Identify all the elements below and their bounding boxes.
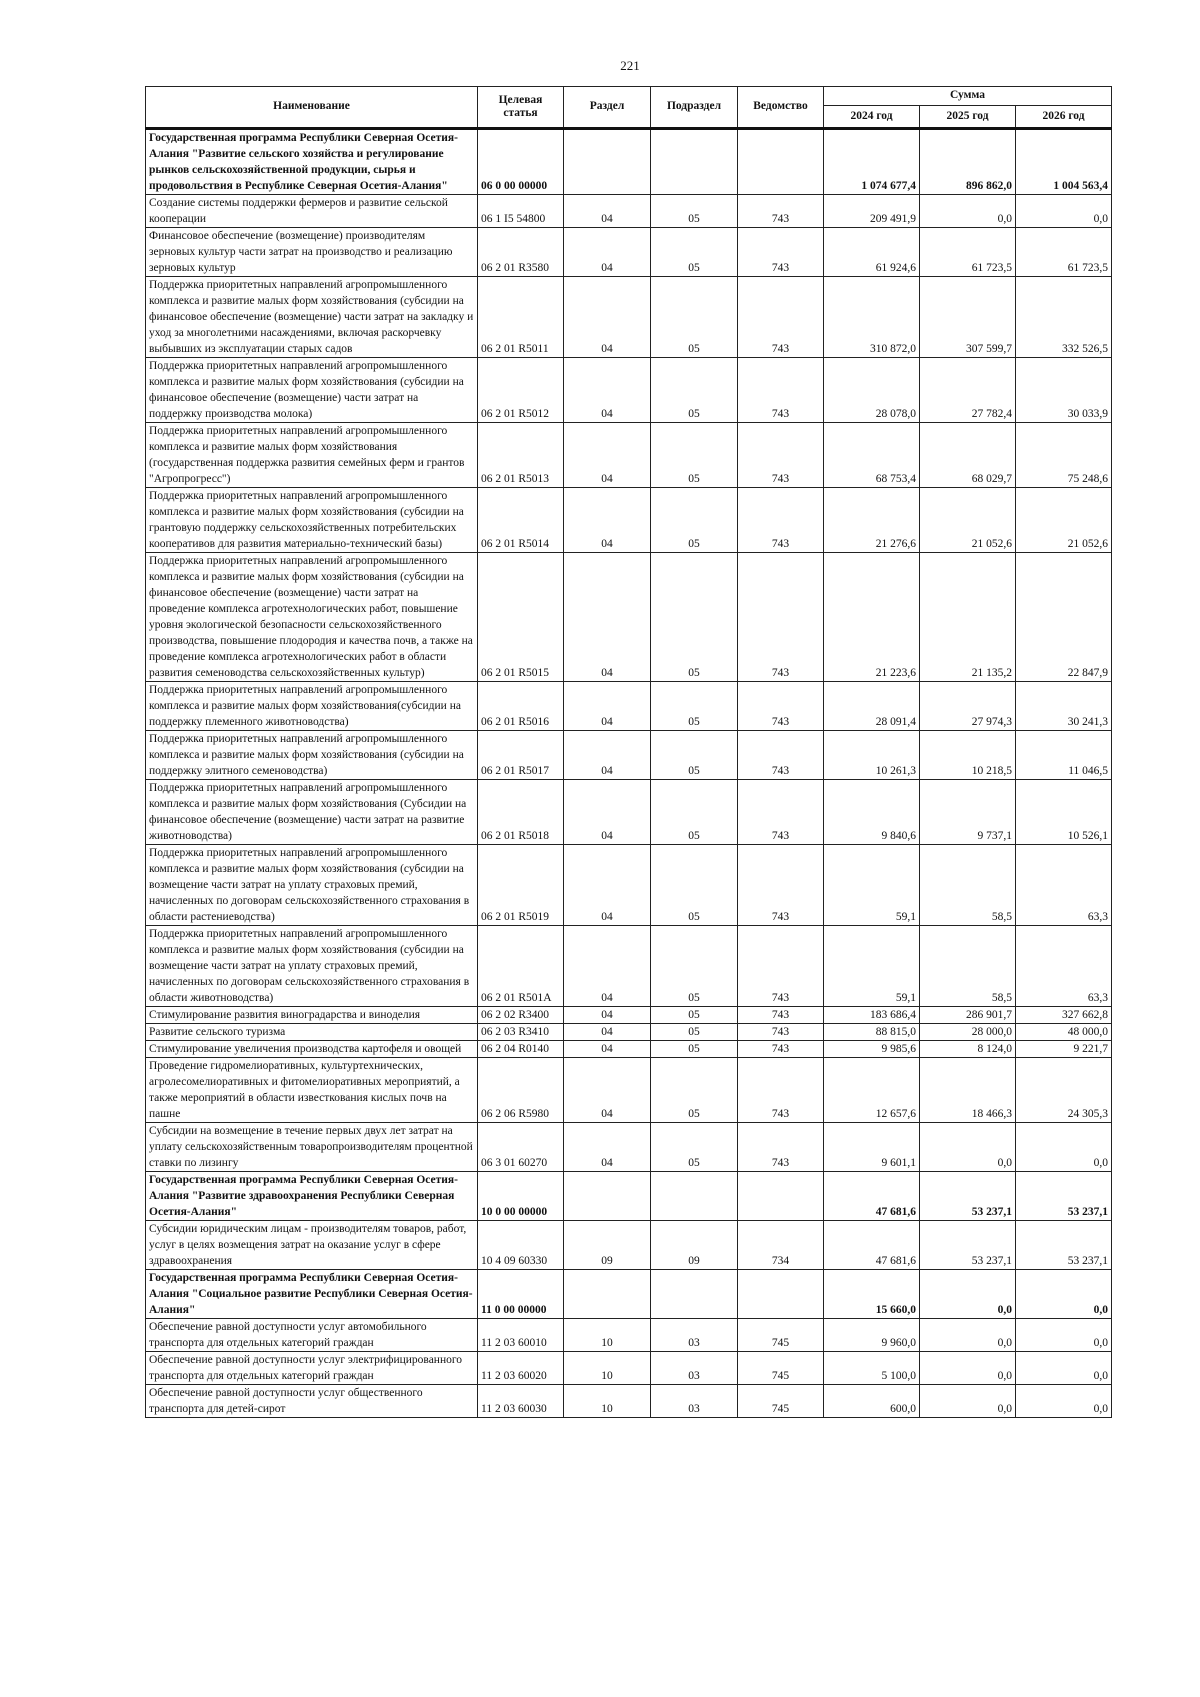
row-name: Поддержка приоритетных направлений агропромышленного комплекса и развитие малых форм хозяйствования (государственная поддержка развития семейных ферм и грантов "Агропрогресс") [146, 423, 478, 488]
row-target-article: 06 2 01 R5014 [478, 488, 564, 553]
row-sum-2026: 9 221,7 [1016, 1041, 1112, 1058]
row-sum-2025: 0,0 [920, 1385, 1016, 1418]
row-subsection: 05 [651, 228, 738, 277]
table-row [146, 195, 1112, 228]
row-subsection: 05 [651, 1007, 738, 1024]
row-subsection: 05 [651, 488, 738, 553]
row-sum-2024: 10 261,3 [824, 731, 920, 780]
table-row [146, 423, 1112, 488]
table-row [146, 1270, 1112, 1319]
row-sum-2024: 9 601,1 [824, 1123, 920, 1172]
row-subsection: 05 [651, 1058, 738, 1123]
row-department: 743 [738, 1024, 824, 1041]
row-name: Проведение гидромелиоративных, культуртехнических, агролесомелиоративных и фитомелиоративных мероприятий, а также мероприятий в области известкования кислых почв на пашне [146, 1058, 478, 1123]
row-target-article: 11 2 03 60020 [478, 1352, 564, 1385]
row-subsection: 05 [651, 731, 738, 780]
row-name: Поддержка приоритетных направлений агропромышленного комплекса и развитие малых форм хозяйствования (субсидии на возмещение части затрат на уплату страховых премий, начисленных по договорам сельскохозяйственного страхования в области животноводства) [146, 926, 478, 1007]
row-sum-2024: 21 223,6 [824, 553, 920, 682]
row-target-article: 11 2 03 60010 [478, 1319, 564, 1352]
header-target-article: Целевая статья [478, 87, 564, 129]
table-row [146, 277, 1112, 358]
row-sum-2025: 896 862,0 [920, 129, 1016, 195]
row-sum-2024: 47 681,6 [824, 1221, 920, 1270]
row-sum-2025: 53 237,1 [920, 1172, 1016, 1221]
row-name: Обеспечение равной доступности услуг электрифицированного транспорта для отдельных категорий граждан [146, 1352, 478, 1385]
row-sum-2026: 0,0 [1016, 1123, 1112, 1172]
row-sum-2026: 53 237,1 [1016, 1172, 1112, 1221]
row-department: 745 [738, 1319, 824, 1352]
row-department: 734 [738, 1221, 824, 1270]
row-sum-2024: 21 276,6 [824, 488, 920, 553]
header-subsection: Подраздел [651, 87, 738, 129]
table-row [146, 926, 1112, 1007]
row-target-article: 06 2 02 R3400 [478, 1007, 564, 1024]
table-row [146, 1352, 1112, 1385]
row-name: Обеспечение равной доступности услуг автомобильного транспорта для отдельных категорий граждан [146, 1319, 478, 1352]
row-department [738, 1172, 824, 1221]
row-sum-2025: 0,0 [920, 1352, 1016, 1385]
row-sum-2025: 21 052,6 [920, 488, 1016, 553]
row-name: Развитие сельского туризма [146, 1024, 478, 1041]
row-department [738, 1270, 824, 1319]
row-section: 04 [564, 845, 651, 926]
row-department [738, 129, 824, 195]
header-section: Раздел [564, 87, 651, 129]
row-sum-2025: 58,5 [920, 845, 1016, 926]
row-sum-2026: 332 526,5 [1016, 277, 1112, 358]
row-sum-2025: 9 737,1 [920, 780, 1016, 845]
row-sum-2025: 10 218,5 [920, 731, 1016, 780]
row-sum-2025: 27 974,3 [920, 682, 1016, 731]
row-sum-2026: 10 526,1 [1016, 780, 1112, 845]
row-target-article: 06 2 01 R5019 [478, 845, 564, 926]
row-sum-2025: 21 135,2 [920, 553, 1016, 682]
table-row [146, 780, 1112, 845]
page-number: 221 [620, 58, 640, 73]
row-department: 743 [738, 1041, 824, 1058]
row-sum-2026: 22 847,9 [1016, 553, 1112, 682]
table-row [146, 488, 1112, 553]
row-subsection: 03 [651, 1385, 738, 1418]
row-sum-2024: 47 681,6 [824, 1172, 920, 1221]
row-name: Государственная программа Республики Северная Осетия-Алания "Развитие здравоохранения Республики Северная Осетия-Алания" [146, 1172, 478, 1221]
row-sum-2025: 27 782,4 [920, 358, 1016, 423]
row-section [564, 129, 651, 195]
row-sum-2024: 68 753,4 [824, 423, 920, 488]
row-target-article: 06 2 03 R3410 [478, 1024, 564, 1041]
row-department: 743 [738, 195, 824, 228]
row-subsection [651, 1270, 738, 1319]
row-sum-2024: 5 100,0 [824, 1352, 920, 1385]
row-subsection: 05 [651, 682, 738, 731]
row-target-article: 11 2 03 60030 [478, 1385, 564, 1418]
row-section: 04 [564, 488, 651, 553]
table-row [146, 553, 1112, 682]
row-sum-2026: 63,3 [1016, 926, 1112, 1007]
row-subsection: 09 [651, 1221, 738, 1270]
table-row [146, 1123, 1112, 1172]
row-sum-2024: 28 091,4 [824, 682, 920, 731]
row-section: 04 [564, 1058, 651, 1123]
row-name: Государственная программа Республики Северная Осетия-Алания "Социальное развитие Республики Северная Осетия-Алания" [146, 1270, 478, 1319]
row-department: 743 [738, 845, 824, 926]
row-sum-2024: 209 491,9 [824, 195, 920, 228]
row-subsection: 05 [651, 423, 738, 488]
header-name: Наименование [146, 87, 478, 129]
row-sum-2025: 53 237,1 [920, 1221, 1016, 1270]
row-target-article: 06 2 01 R3580 [478, 228, 564, 277]
row-section: 04 [564, 1041, 651, 1058]
row-sum-2025: 28 000,0 [920, 1024, 1016, 1041]
row-subsection: 03 [651, 1319, 738, 1352]
row-subsection: 05 [651, 277, 738, 358]
row-sum-2025: 0,0 [920, 1319, 1016, 1352]
row-target-article: 06 2 01 R5016 [478, 682, 564, 731]
row-sum-2026: 30 241,3 [1016, 682, 1112, 731]
row-sum-2024: 183 686,4 [824, 1007, 920, 1024]
row-subsection: 05 [651, 1024, 738, 1041]
row-target-article: 06 2 01 R5011 [478, 277, 564, 358]
header-department: Ведомство [738, 87, 824, 129]
row-name: Стимулирование развития виноградарства и виноделия [146, 1007, 478, 1024]
row-sum-2026: 53 237,1 [1016, 1221, 1112, 1270]
header-year-2024: 2024 год [824, 106, 920, 129]
row-sum-2024: 28 078,0 [824, 358, 920, 423]
row-sum-2025: 58,5 [920, 926, 1016, 1007]
row-target-article: 06 2 01 R5018 [478, 780, 564, 845]
row-target-article: 06 2 06 R5980 [478, 1058, 564, 1123]
row-section: 04 [564, 228, 651, 277]
row-section [564, 1270, 651, 1319]
row-subsection: 05 [651, 926, 738, 1007]
table-row [146, 1319, 1112, 1352]
row-sum-2026: 61 723,5 [1016, 228, 1112, 277]
row-subsection [651, 129, 738, 195]
row-department: 743 [738, 926, 824, 1007]
row-target-article: 06 1 I5 54800 [478, 195, 564, 228]
table-row [146, 731, 1112, 780]
row-sum-2026: 327 662,8 [1016, 1007, 1112, 1024]
row-name: Поддержка приоритетных направлений агропромышленного комплекса и развитие малых форм хозяйствования (субсидии на финансовое обеспечение (возмещение) части затрат на проведение комплекса агротехнологических работ, повышение уровня экологической безопасности сельскохозяйственного производства, повышение плодородия и качества почв, а также на проведение комплекса агротехнологических работ в области развития семеноводства сельскохозяйственных культур) [146, 553, 478, 682]
table-row [146, 1172, 1112, 1221]
row-target-article: 10 0 00 00000 [478, 1172, 564, 1221]
table-row [146, 129, 1112, 195]
row-sum-2026: 11 046,5 [1016, 731, 1112, 780]
row-sum-2025: 0,0 [920, 1270, 1016, 1319]
row-subsection: 05 [651, 195, 738, 228]
row-sum-2025: 61 723,5 [920, 228, 1016, 277]
row-target-article: 10 4 09 60330 [478, 1221, 564, 1270]
row-department: 743 [738, 731, 824, 780]
row-sum-2026: 30 033,9 [1016, 358, 1112, 423]
table-row [146, 358, 1112, 423]
row-sum-2026: 1 004 563,4 [1016, 129, 1112, 195]
row-section: 04 [564, 926, 651, 1007]
table-row [146, 1058, 1112, 1123]
row-target-article: 06 2 01 R5012 [478, 358, 564, 423]
budget-table [145, 86, 1112, 1418]
row-section: 04 [564, 1007, 651, 1024]
row-department: 745 [738, 1385, 824, 1418]
header-sum: Сумма [824, 87, 1112, 106]
row-sum-2025: 8 124,0 [920, 1041, 1016, 1058]
row-sum-2025: 0,0 [920, 1123, 1016, 1172]
row-subsection: 05 [651, 1041, 738, 1058]
row-sum-2024: 310 872,0 [824, 277, 920, 358]
row-department: 743 [738, 423, 824, 488]
row-name: Стимулирование увеличения производства картофеля и овощей [146, 1041, 478, 1058]
table-row [146, 1221, 1112, 1270]
row-name: Поддержка приоритетных направлений агропромышленного комплекса и развитие малых форм хозяйствования (субсидии на финансовое обеспечение (возмещение) части затрат на закладку и уход за многолетними насаждениями, включая раскорчевку выбывших из эксплуатации старых садов [146, 277, 478, 358]
row-sum-2026: 0,0 [1016, 1385, 1112, 1418]
row-name: Поддержка приоритетных направлений агропромышленного комплекса и развитие малых форм хозяйствования (Субсидии на финансовое обеспечение (возмещение) части затрат на развитие животноводства) [146, 780, 478, 845]
row-section: 04 [564, 553, 651, 682]
row-sum-2024: 9 985,6 [824, 1041, 920, 1058]
table-row [146, 228, 1112, 277]
row-section: 04 [564, 780, 651, 845]
row-target-article: 06 2 01 R5017 [478, 731, 564, 780]
row-section: 04 [564, 423, 651, 488]
row-subsection: 05 [651, 780, 738, 845]
table-row [146, 682, 1112, 731]
row-sum-2025: 286 901,7 [920, 1007, 1016, 1024]
row-name: Субсидии юридическим лицам - производителям товаров, работ, услуг в целях возмещения затрат на оказание услуг в сфере здравоохранения [146, 1221, 478, 1270]
table-row [146, 1024, 1112, 1041]
row-name: Поддержка приоритетных направлений агропромышленного комплекса и развитие малых форм хозяйствования (субсидии на грантовую поддержку сельскохозяйственных потребительских кооперативов для развития материально-технический базы) [146, 488, 478, 553]
row-name: Поддержка приоритетных направлений агропромышленного комплекса и развитие малых форм хозяйствования(субсидии на поддержку племенного животноводства) [146, 682, 478, 731]
row-sum-2024: 61 924,6 [824, 228, 920, 277]
row-sum-2024: 15 660,0 [824, 1270, 920, 1319]
row-sum-2026: 0,0 [1016, 1270, 1112, 1319]
row-name: Поддержка приоритетных направлений агропромышленного комплекса и развитие малых форм хозяйствования (субсидии на поддержку элитного семеноводства) [146, 731, 478, 780]
row-subsection: 05 [651, 1123, 738, 1172]
row-sum-2024: 12 657,6 [824, 1058, 920, 1123]
row-target-article: 06 2 01 R5013 [478, 423, 564, 488]
table-row [146, 845, 1112, 926]
row-sum-2026: 24 305,3 [1016, 1058, 1112, 1123]
row-section: 04 [564, 277, 651, 358]
row-name: Государственная программа Республики Северная Осетия-Алания "Развитие сельского хозяйства и регулирование рынков сельскохозяйственной продукции, сырья и продовольствия в Республике Северная Осетия-Алания" [146, 129, 478, 195]
row-sum-2024: 1 074 677,4 [824, 129, 920, 195]
row-subsection: 05 [651, 553, 738, 682]
row-sum-2026: 21 052,6 [1016, 488, 1112, 553]
row-target-article: 06 0 00 00000 [478, 129, 564, 195]
row-department: 743 [738, 488, 824, 553]
row-sum-2026: 0,0 [1016, 1319, 1112, 1352]
row-section: 10 [564, 1352, 651, 1385]
header-year-2025: 2025 год [920, 106, 1016, 129]
row-name: Субсидии на возмещение в течение первых двух лет затрат на уплату сельскохозяйственным товаропроизводителям процентной ставки по лизингу [146, 1123, 478, 1172]
row-target-article: 11 0 00 00000 [478, 1270, 564, 1319]
row-sum-2025: 68 029,7 [920, 423, 1016, 488]
row-target-article: 06 2 04 R0140 [478, 1041, 564, 1058]
row-sum-2024: 9 840,6 [824, 780, 920, 845]
row-department: 743 [738, 228, 824, 277]
row-sum-2026: 48 000,0 [1016, 1024, 1112, 1041]
row-department: 745 [738, 1352, 824, 1385]
row-sum-2024: 9 960,0 [824, 1319, 920, 1352]
row-department: 743 [738, 1058, 824, 1123]
row-department: 743 [738, 277, 824, 358]
table-row [146, 1007, 1112, 1024]
row-section: 04 [564, 1024, 651, 1041]
row-sum-2026: 0,0 [1016, 195, 1112, 228]
table-row [146, 1385, 1112, 1418]
row-name: Создание системы поддержки фермеров и развитие сельской кооперации [146, 195, 478, 228]
row-department: 743 [738, 682, 824, 731]
row-section: 04 [564, 682, 651, 731]
row-section: 04 [564, 358, 651, 423]
row-section: 04 [564, 1123, 651, 1172]
row-section: 10 [564, 1319, 651, 1352]
row-name: Поддержка приоритетных направлений агропромышленного комплекса и развитие малых форм хозяйствования (субсидии на возмещение части затрат на уплату страховых премий, начисленных по договорам сельскохозяйственного страхования в области растениеводства) [146, 845, 478, 926]
row-department: 743 [738, 1007, 824, 1024]
table-body [146, 129, 1112, 1418]
row-department: 743 [738, 780, 824, 845]
row-department: 743 [738, 1123, 824, 1172]
row-sum-2026: 0,0 [1016, 1352, 1112, 1385]
row-section: 10 [564, 1385, 651, 1418]
row-name: Обеспечение равной доступности услуг общественного транспорта для детей-сирот [146, 1385, 478, 1418]
row-sum-2024: 59,1 [824, 845, 920, 926]
row-sum-2025: 0,0 [920, 195, 1016, 228]
row-target-article: 06 2 01 R501A [478, 926, 564, 1007]
row-sum-2026: 63,3 [1016, 845, 1112, 926]
row-sum-2025: 307 599,7 [920, 277, 1016, 358]
row-subsection: 05 [651, 845, 738, 926]
row-target-article: 06 2 01 R5015 [478, 553, 564, 682]
row-department: 743 [738, 553, 824, 682]
row-target-article: 06 3 01 60270 [478, 1123, 564, 1172]
row-sum-2024: 600,0 [824, 1385, 920, 1418]
row-section: 09 [564, 1221, 651, 1270]
row-name: Поддержка приоритетных направлений агропромышленного комплекса и развитие малых форм хозяйствования (субсидии на финансовое обеспечение (возмещение) части затрат на поддержку производства молока) [146, 358, 478, 423]
row-section [564, 1172, 651, 1221]
header-year-2026: 2026 год [1016, 106, 1112, 129]
row-section: 04 [564, 195, 651, 228]
row-sum-2024: 59,1 [824, 926, 920, 1007]
table-row [146, 1041, 1112, 1058]
row-section: 04 [564, 731, 651, 780]
row-subsection [651, 1172, 738, 1221]
row-department: 743 [738, 358, 824, 423]
row-subsection: 05 [651, 358, 738, 423]
row-sum-2026: 75 248,6 [1016, 423, 1112, 488]
row-sum-2025: 18 466,3 [920, 1058, 1016, 1123]
row-sum-2024: 88 815,0 [824, 1024, 920, 1041]
row-subsection: 03 [651, 1352, 738, 1385]
row-name: Финансовое обеспечение (возмещение) производителям зерновых культур части затрат на производство и реализацию зерновых культур [146, 228, 478, 277]
